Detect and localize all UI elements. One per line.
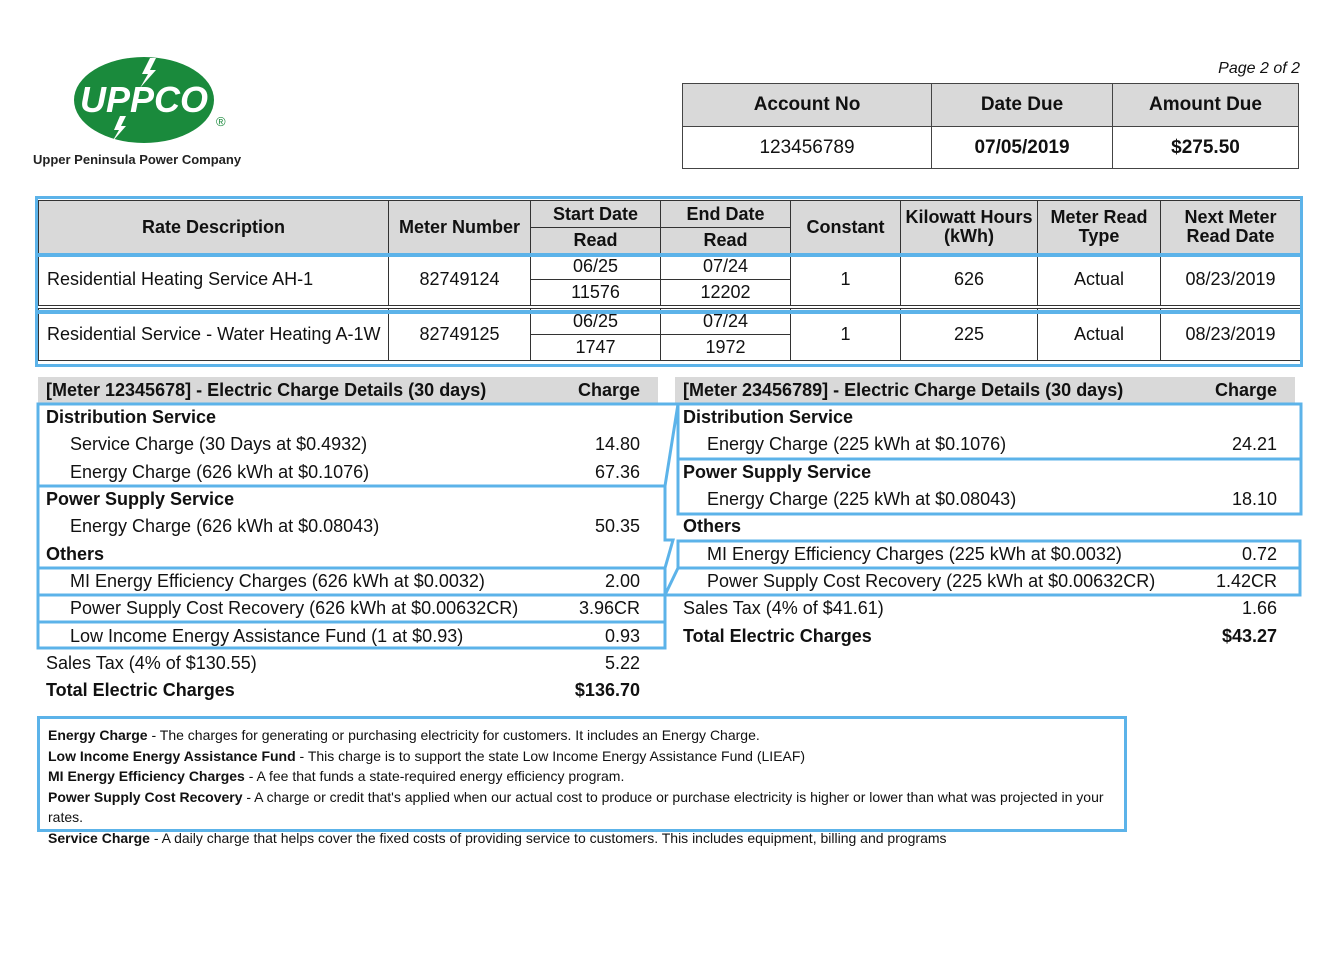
charge-row (38, 622, 658, 649)
charge-column-label: Charge (1214, 380, 1277, 400)
charge-value: 67.36 (594, 461, 640, 482)
glossary-term: MI Energy Efficiency Charges (48, 768, 245, 785)
charge-label: Others (683, 516, 742, 537)
charge-row (675, 595, 1295, 622)
end-read-header: Read (661, 228, 791, 254)
meter-read-type: Actual (1038, 254, 1161, 306)
end-date-header: End Date (661, 201, 791, 228)
glossary-definition: - The charges for generating or purchasing electricity for customers. It includes an Energy Charge. (147, 727, 760, 743)
charge-label: MI Energy Efficiency Charges (626 kWh at $0.0032) (70, 570, 485, 591)
charge-value: 1.42CR (1215, 570, 1277, 591)
glossary-definition: - This charge is to support the state Low Income Energy Assistance Fund (LIEAF) (295, 747, 806, 764)
charge-value: 18.10 (1231, 489, 1277, 510)
rate-description: Residential Service - Water Heating A-1W (39, 309, 389, 361)
glossary-definition: - A fee that funds a state-required energy efficiency program. (244, 768, 625, 785)
company-name: Upper Peninsula Power Company (33, 152, 242, 167)
charge-value: 24.21 (1231, 434, 1277, 455)
charge-value: $43.27 (1221, 625, 1277, 646)
constant: 1 (791, 254, 901, 306)
section-heading (675, 404, 1295, 431)
next-read-date-header: Next Meter Read Date (1161, 201, 1301, 254)
next-read-date: 08/23/2019 (1161, 309, 1301, 361)
charge-details-title: [Meter 23456789] - Electric Charge Details (30 days) (683, 380, 1124, 400)
kwh: 626 (901, 254, 1038, 306)
end-date: 07/24 (661, 254, 791, 280)
left-charge-details (38, 377, 658, 704)
charge-value: 0.93 (604, 625, 640, 646)
glossary-term: Power Supply Cost Recovery (48, 788, 243, 805)
charge-label: Total Electric Charges (46, 680, 235, 701)
charge-label: Power Supply Service (46, 489, 235, 510)
table-row (39, 309, 1301, 335)
charge-row (675, 486, 1295, 513)
total-row (675, 622, 1295, 649)
section-heading (38, 486, 658, 513)
charge-label: Sales Tax (4% of $130.55) (46, 652, 257, 673)
charge-row (38, 513, 658, 540)
rate-description: Residential Heating Service AH-1 (39, 254, 389, 306)
charge-value: 0.72 (1241, 543, 1277, 564)
section-heading (675, 459, 1295, 486)
section-heading (675, 513, 1295, 540)
charge-value: 5.22 (604, 652, 640, 673)
meter-read-type-header: Meter Read Type (1038, 201, 1161, 254)
amount-due-header: Amount Due (1113, 84, 1299, 127)
charge-label: Service Charge (30 Days at $0.4932) (70, 434, 368, 455)
charge-row (675, 431, 1295, 458)
start-read: 11576 (531, 280, 661, 306)
amount-due: $275.50 (1113, 127, 1299, 169)
svg-text:UPPCO: UPPCO (79, 79, 209, 120)
start-date-header: Start Date (531, 201, 661, 228)
company-logo (30, 52, 270, 172)
table-row (39, 254, 1301, 280)
charge-label: Energy Charge (626 kWh at $0.1076) (70, 461, 370, 482)
end-read: 1972 (661, 335, 791, 361)
charge-label: Sales Tax (4% of $41.61) (683, 598, 884, 619)
glossary-box (37, 716, 1127, 846)
page-number: Page 2 of 2 (1218, 60, 1300, 77)
section-heading (38, 404, 658, 431)
start-read: 1747 (531, 335, 661, 361)
date-due: 07/05/2019 (932, 127, 1113, 169)
glossary-entry (48, 725, 1116, 746)
glossary-term: Low Income Energy Assistance Fund (48, 747, 296, 764)
charge-label: MI Energy Efficiency Charges (225 kWh at $0.0032) (707, 543, 1122, 564)
glossary-term: Energy Charge (48, 727, 148, 743)
glossary-entry (48, 787, 1116, 828)
charge-row (38, 650, 658, 677)
charge-value: 1.66 (1241, 598, 1277, 619)
charge-row (675, 568, 1295, 595)
meter-number: 82749124 (389, 254, 531, 306)
kwh: 225 (901, 309, 1038, 361)
date-due-header: Date Due (932, 84, 1113, 127)
section-heading (38, 540, 658, 567)
charge-row (38, 431, 658, 458)
charge-label: Others (46, 543, 105, 564)
charge-details-title: [Meter 12345678] - Electric Charge Details (30 days) (46, 380, 487, 400)
charge-label: Energy Charge (225 kWh at $0.1076) (707, 434, 1007, 455)
right-charge-details (675, 377, 1295, 650)
glossary-definition: - A daily charge that helps cover the fixed costs of providing service to customers. This includes equipment, billing and programs (149, 829, 947, 846)
charge-row (38, 595, 658, 622)
uppco-logo-icon (72, 52, 222, 147)
account-number: 123456789 (683, 127, 932, 169)
glossary-entry (48, 828, 1116, 849)
glossary-term: Service Charge (48, 829, 150, 846)
rate-description-header: Rate Description (39, 201, 389, 254)
charge-label: Low Income Energy Assistance Fund (1 at $0.93) (70, 625, 464, 646)
charge-row (675, 540, 1295, 567)
charge-label: Energy Charge (225 kWh at $0.08043) (707, 489, 1017, 510)
charge-value: 3.96CR (578, 598, 640, 619)
total-row (38, 677, 658, 704)
constant: 1 (791, 309, 901, 361)
kwh-header: Kilowatt Hours (kWh) (901, 201, 1038, 254)
charge-details-header (675, 377, 1295, 404)
glossary-entry (48, 746, 1116, 767)
charge-label: Power Supply Service (683, 461, 872, 482)
charge-label: Distribution Service (683, 407, 854, 428)
charge-value: $136.70 (574, 680, 640, 701)
charge-label: Energy Charge (626 kWh at $0.08043) (70, 516, 380, 537)
charge-row (38, 568, 658, 595)
charge-value: 14.80 (594, 434, 640, 455)
end-read: 12202 (661, 280, 791, 306)
charge-label: Power Supply Cost Recovery (225 kWh at $0.00632CR) (707, 570, 1156, 591)
glossary-entry (48, 766, 1116, 787)
meter-reading-table (38, 200, 1301, 361)
account-no-header: Account No (683, 84, 932, 127)
start-date: 06/25 (531, 254, 661, 280)
account-summary-table (682, 83, 1299, 169)
start-date: 06/25 (531, 309, 661, 335)
next-read-date: 08/23/2019 (1161, 254, 1301, 306)
charge-label: Total Electric Charges (683, 625, 872, 646)
constant-header: Constant (791, 201, 901, 254)
charge-value: 2.00 (604, 570, 640, 591)
charge-value: 50.35 (594, 516, 640, 537)
meter-number-header: Meter Number (389, 201, 531, 254)
glossary-definition: - A charge or credit that's applied when our actual cost to produce or purchase electricity is higher or lower than what was projected in your rates. (48, 788, 1104, 826)
start-read-header: Read (531, 228, 661, 254)
meter-number: 82749125 (389, 309, 531, 361)
charge-label: Power Supply Cost Recovery (626 kWh at $0.00632CR) (70, 598, 519, 619)
charge-column-label: Charge (577, 380, 640, 400)
charge-details-header (38, 377, 658, 404)
charge-label: Distribution Service (46, 407, 217, 428)
meter-read-type: Actual (1038, 309, 1161, 361)
end-date: 07/24 (661, 309, 791, 335)
registered-mark-icon: ® (216, 114, 226, 129)
charge-row (38, 459, 658, 486)
